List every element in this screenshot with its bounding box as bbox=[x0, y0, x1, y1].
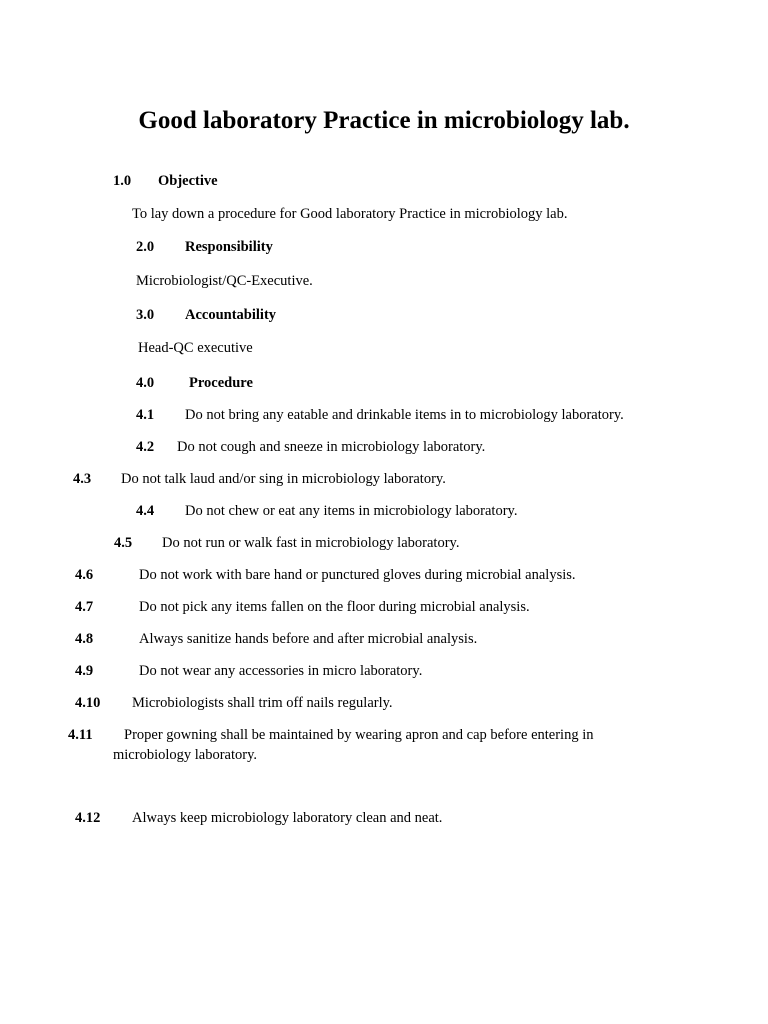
procedure-item-number: 4.6 bbox=[75, 567, 94, 583]
procedure-item-number: 4.2 bbox=[136, 439, 155, 455]
document-title: Good laboratory Practice in microbiology lab. bbox=[138, 107, 630, 134]
procedure-item-number: 4.3 bbox=[73, 471, 92, 487]
procedure-item-text: Microbiologists shall trim off nails regularly. bbox=[132, 695, 393, 711]
section-heading-responsibility: Responsibility bbox=[185, 239, 273, 255]
procedure-item-number: 4.10 bbox=[75, 695, 101, 711]
procedure-item-number: 4.4 bbox=[136, 503, 155, 519]
procedure-item-text: Do not cough and sneeze in microbiology laboratory. bbox=[177, 439, 486, 455]
procedure-item-number: 4.7 bbox=[75, 599, 94, 615]
procedure-item-text: Always sanitize hands before and after microbial analysis. bbox=[139, 631, 478, 647]
procedure-item-text-continuation: microbiology laboratory. bbox=[113, 747, 258, 763]
procedure-item-text: Do not work with bare hand or punctured gloves during microbial analysis. bbox=[139, 567, 576, 583]
procedure-item-number: 4.1 bbox=[136, 407, 155, 423]
procedure-item-text: Do not pick any items fallen on the floor during microbial analysis. bbox=[139, 599, 530, 615]
section-number-objective: 1.0 bbox=[113, 173, 132, 189]
procedure-item-number: 4.12 bbox=[75, 810, 101, 826]
section-heading-objective: Objective bbox=[158, 173, 218, 189]
section-number-procedure: 4.0 bbox=[136, 375, 155, 391]
procedure-item-text: Do not run or walk fast in microbiology laboratory. bbox=[162, 535, 460, 551]
section-heading-accountability: Accountability bbox=[185, 307, 277, 323]
section-number-responsibility: 2.0 bbox=[136, 239, 155, 255]
procedure-item-text: Always keep microbiology laboratory clean and neat. bbox=[132, 810, 443, 826]
procedure-item-text: Proper gowning shall be maintained by wearing apron and cap before entering in bbox=[124, 727, 594, 743]
section-number-accountability: 3.0 bbox=[136, 307, 155, 323]
procedure-item-text: Do not chew or eat any items in microbiology laboratory. bbox=[185, 503, 518, 519]
procedure-item-text: Do not talk laud and/or sing in microbiology laboratory. bbox=[121, 471, 446, 487]
procedure-item-number: 4.8 bbox=[75, 631, 94, 647]
section-text-objective: To lay down a procedure for Good laboratory Practice in microbiology lab. bbox=[132, 206, 568, 222]
procedure-item-text: Do not wear any accessories in micro laboratory. bbox=[139, 663, 423, 679]
procedure-item-text: Do not bring any eatable and drinkable items in to microbiology laboratory. bbox=[185, 407, 624, 423]
procedure-item-number: 4.11 bbox=[68, 727, 93, 743]
procedure-item-number: 4.9 bbox=[75, 663, 94, 679]
procedure-item-number: 4.5 bbox=[114, 535, 133, 551]
section-text-responsibility: Microbiologist/QC-Executive. bbox=[136, 273, 313, 289]
section-text-accountability: Head-QC executive bbox=[138, 340, 253, 356]
section-heading-procedure: Procedure bbox=[189, 375, 253, 391]
